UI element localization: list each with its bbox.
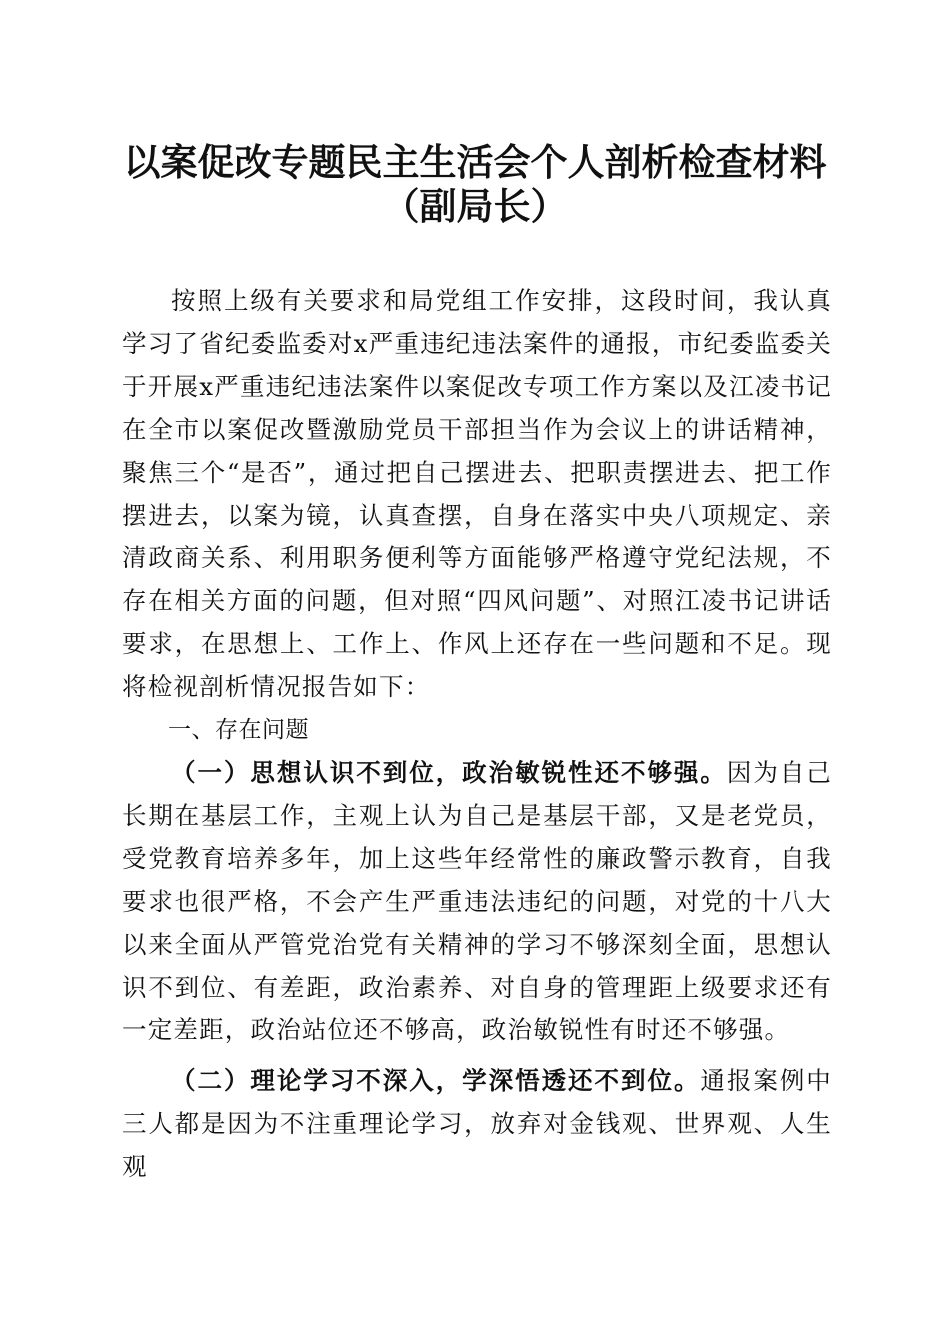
document-title: 以案促改专题民主生活会个人剖析检查材料 bbox=[123, 140, 827, 184]
problem-item-1-body: 因为自己长期在基层工作，主观上认为自己是基层干部，又是老党员，受党教育培养多年，加上这些年经常性的廉政警示教育，自我要求也很严格，不会产生严重违法违纪的问题，对党的十八大以来全面从严管党治党有关精神的学习不够深刻全面，思想认识不到位、有差距，政治素养、对自身的管理距上级要求还有一定差距，政治站位还不够高，政治敏锐性有时还不够强。 bbox=[122, 757, 832, 1045]
document-subtitle: （副局长） bbox=[382, 184, 568, 228]
problem-item-2-lead: （二）理论学习不深入，学深悟透还不到位。 bbox=[171, 1066, 701, 1096]
paragraph-gap bbox=[122, 1052, 832, 1060]
section-heading-problems: 一、存在问题 bbox=[168, 717, 309, 744]
intro-paragraph: 按照上级有关要求和局党组工作安排，这段时间，我认真学习了省纪委监委对x严重违纪违法案件的通报，市纪委监委关于开展x严重违纪违法案件以案促改专项工作方案以及江凌书记在全市以案促改暨激励党员干部担当作为会议上的讲话精神，聚焦三个“是否”，通过把自己摆进去、把职责摆进去、把工作摆进去，以案为镜，认真查摆，自身在落实中央八项规定、亲清政商关系、利用职务便利等方面能够严格遵守党纪法规，不存在相关方面的问题，但对照“四风问题”、对照江凌书记讲话要求，在思想上、工作上、作风上还存在一些问题和不足。现将检视剖析情况报告如下： bbox=[122, 286, 832, 702]
problem-item-1 bbox=[122, 752, 832, 1052]
problem-item-1-lead: （一）思想认识不到位，政治敏锐性还不够强。 bbox=[171, 757, 727, 787]
problem-item-2-body: 通报案例中三人都是因为不注重理论学习，放弃对金钱观、世界观、人生观 bbox=[122, 1066, 833, 1182]
problem-item-2 bbox=[122, 1060, 832, 1189]
document-body bbox=[122, 280, 832, 1189]
